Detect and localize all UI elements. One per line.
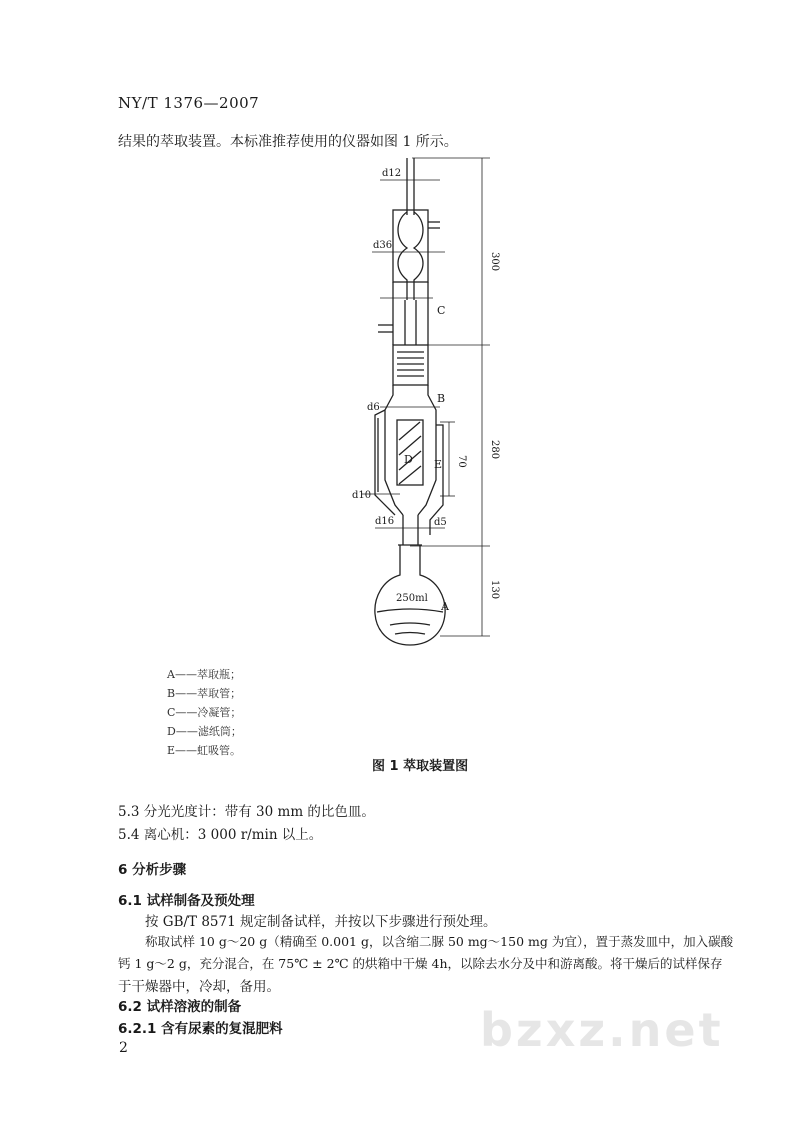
paragraph-2-line-3: 于干燥器中，冷却，备用。 [118, 979, 280, 995]
legend-item-b: B——萃取管； [167, 687, 242, 700]
part-label-b: B [437, 392, 446, 405]
section-5-4: 5.4 离心机：3 000 r/min 以上。 [118, 827, 323, 843]
dim-d10: d10 [352, 490, 372, 501]
intro-line: 结果的萃取装置。本标准推荐使用的仪器如图 1 所示。 [118, 134, 458, 150]
watermark: bzxz.net [480, 1003, 724, 1057]
paragraph-2-line-2: 钙 1 g～2 g，充分混合，在 75℃ ± 2℃ 的烘箱中干燥 4h，以除去水分及中和游离酸。将干燥后的试样保存 [118, 956, 723, 971]
paragraph-1: 按 GB/T 8571 规定制备试样，并按以下步骤进行预处理。 [145, 914, 497, 930]
dim-280: 280 [489, 440, 500, 460]
paragraph-2-line-1: 称取试样 10 g～20 g（精确至 0.001 g，以含缩二脲 50 mg～150 mg 为宜），置于蒸发皿中，加入碳酸 [145, 934, 734, 949]
part-label-e: E [434, 458, 443, 471]
legend-item-a: A——萃取瓶； [167, 668, 241, 681]
legend-item-d: D——滤纸筒； [167, 725, 242, 738]
dim-300: 300 [489, 252, 500, 272]
flask-volume-label: 250ml [396, 593, 428, 604]
part-label-a: A [441, 600, 449, 613]
legend-item-e: E——虹吸管。 [167, 744, 242, 757]
figure-caption: 图 1 萃取装置图 [372, 759, 469, 774]
dim-d5: d5 [434, 517, 447, 528]
page-number: 2 [119, 1040, 128, 1056]
dim-d6: d6 [367, 402, 380, 413]
section-5-3: 5.3 分光光度计：带有 30 mm 的比色皿。 [118, 804, 375, 820]
section-6-2-heading: 6.2 试样溶液的制备 [118, 999, 242, 1015]
legend-item-c: C——冷凝管； [167, 706, 242, 719]
part-label-d: D [404, 453, 413, 466]
dim-d36: d36 [373, 240, 393, 251]
section-6-1-heading: 6.1 试样制备及预处理 [118, 893, 255, 909]
standard-code: NY/T 1376—2007 [118, 94, 260, 112]
section-6-2-1-heading: 6.2.1 含有尿素的复混肥料 [118, 1021, 283, 1037]
part-label-c: C [437, 304, 446, 317]
dim-d16: d16 [375, 516, 395, 527]
dim-130: 130 [489, 580, 500, 600]
section-6-heading: 6 分析步骤 [118, 862, 187, 878]
dim-70: 70 [456, 455, 467, 468]
dim-d12: d12 [382, 168, 402, 179]
